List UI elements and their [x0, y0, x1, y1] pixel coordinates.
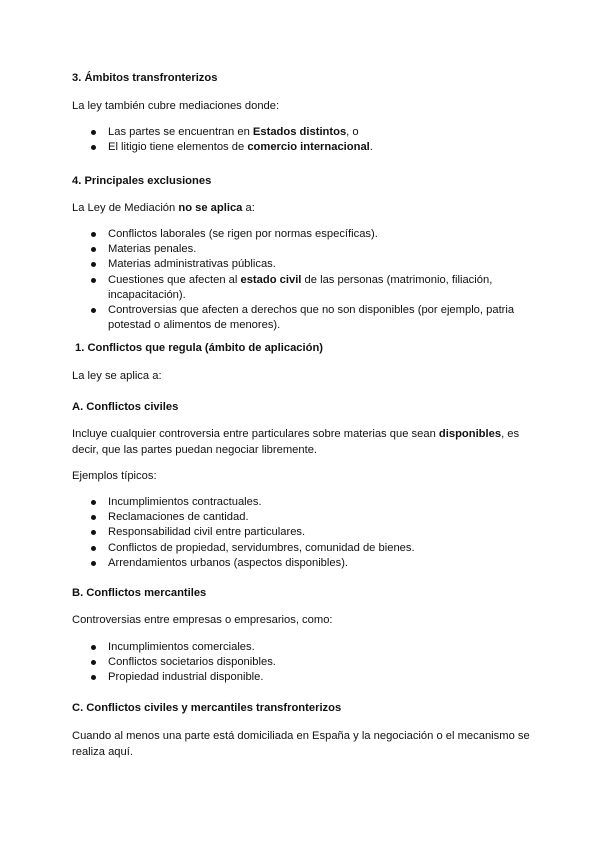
list-item: Responsabilidad civil entre particulares.	[72, 525, 532, 540]
section-a-examples-label: Ejemplos típicos:	[72, 470, 157, 482]
section-3-heading: 3. Ámbitos transfronterizos	[72, 72, 218, 84]
list-item: Materias administrativas públicas.	[72, 257, 532, 272]
section-3-intro: La ley también cubre mediaciones donde:	[72, 100, 280, 112]
list-item: El litigio tiene elementos de comercio internacional.	[72, 140, 532, 155]
list-item: Materias penales.	[72, 242, 532, 257]
list-item: Arrendamientos urbanos (aspectos disponibles).	[72, 556, 532, 571]
list-item: Las partes se encuentran en Estados distintos, o	[72, 125, 532, 140]
section-c-text: Cuando al menos una parte está domiciliada en España y la negociación o el mecanismo se realiza aquí.	[72, 730, 530, 758]
list-item: Incumplimientos comerciales.	[72, 640, 532, 655]
section-a-heading: A. Conflictos civiles	[72, 401, 179, 413]
section-b-list	[72, 640, 532, 686]
section-a-list	[72, 495, 532, 571]
list-item: Controversias que afecten a derechos que no son disponibles (por ejemplo, patria potestad o alimentos de menores).	[72, 303, 532, 333]
section-4-heading: 4. Principales exclusiones	[72, 175, 212, 187]
section-3-list	[72, 125, 532, 155]
section-4-list	[72, 227, 532, 333]
list-item: Reclamaciones de cantidad.	[72, 510, 532, 525]
list-item: Cuestiones que afecten al estado civil de las personas (matrimonio, filiación, incapacitación).	[72, 273, 532, 303]
section-c-heading: C. Conflictos civiles y mercantiles transfronterizos	[72, 702, 342, 714]
section-b-intro: Controversias entre empresas o empresarios, como:	[72, 614, 333, 626]
list-item: Conflictos laborales (se rigen por normas específicas).	[72, 227, 532, 242]
list-item: Incumplimientos contractuales.	[72, 495, 532, 510]
section-4-intro: La Ley de Mediación no se aplica a:	[72, 202, 255, 214]
list-item: Propiedad industrial disponible.	[72, 670, 532, 685]
section-1-intro: La ley se aplica a:	[72, 370, 162, 382]
section-a-text: Incluye cualquier controversia entre particulares sobre materias que sean disponibles, es decir, que las partes puedan negociar libremente.	[72, 428, 520, 456]
section-1-heading: 1. Conflictos que regula (ámbito de aplicación)	[75, 342, 324, 354]
list-item: Conflictos societarios disponibles.	[72, 655, 532, 670]
section-b-heading: B. Conflictos mercantiles	[72, 587, 207, 599]
list-item: Conflictos de propiedad, servidumbres, comunidad de bienes.	[72, 541, 532, 556]
